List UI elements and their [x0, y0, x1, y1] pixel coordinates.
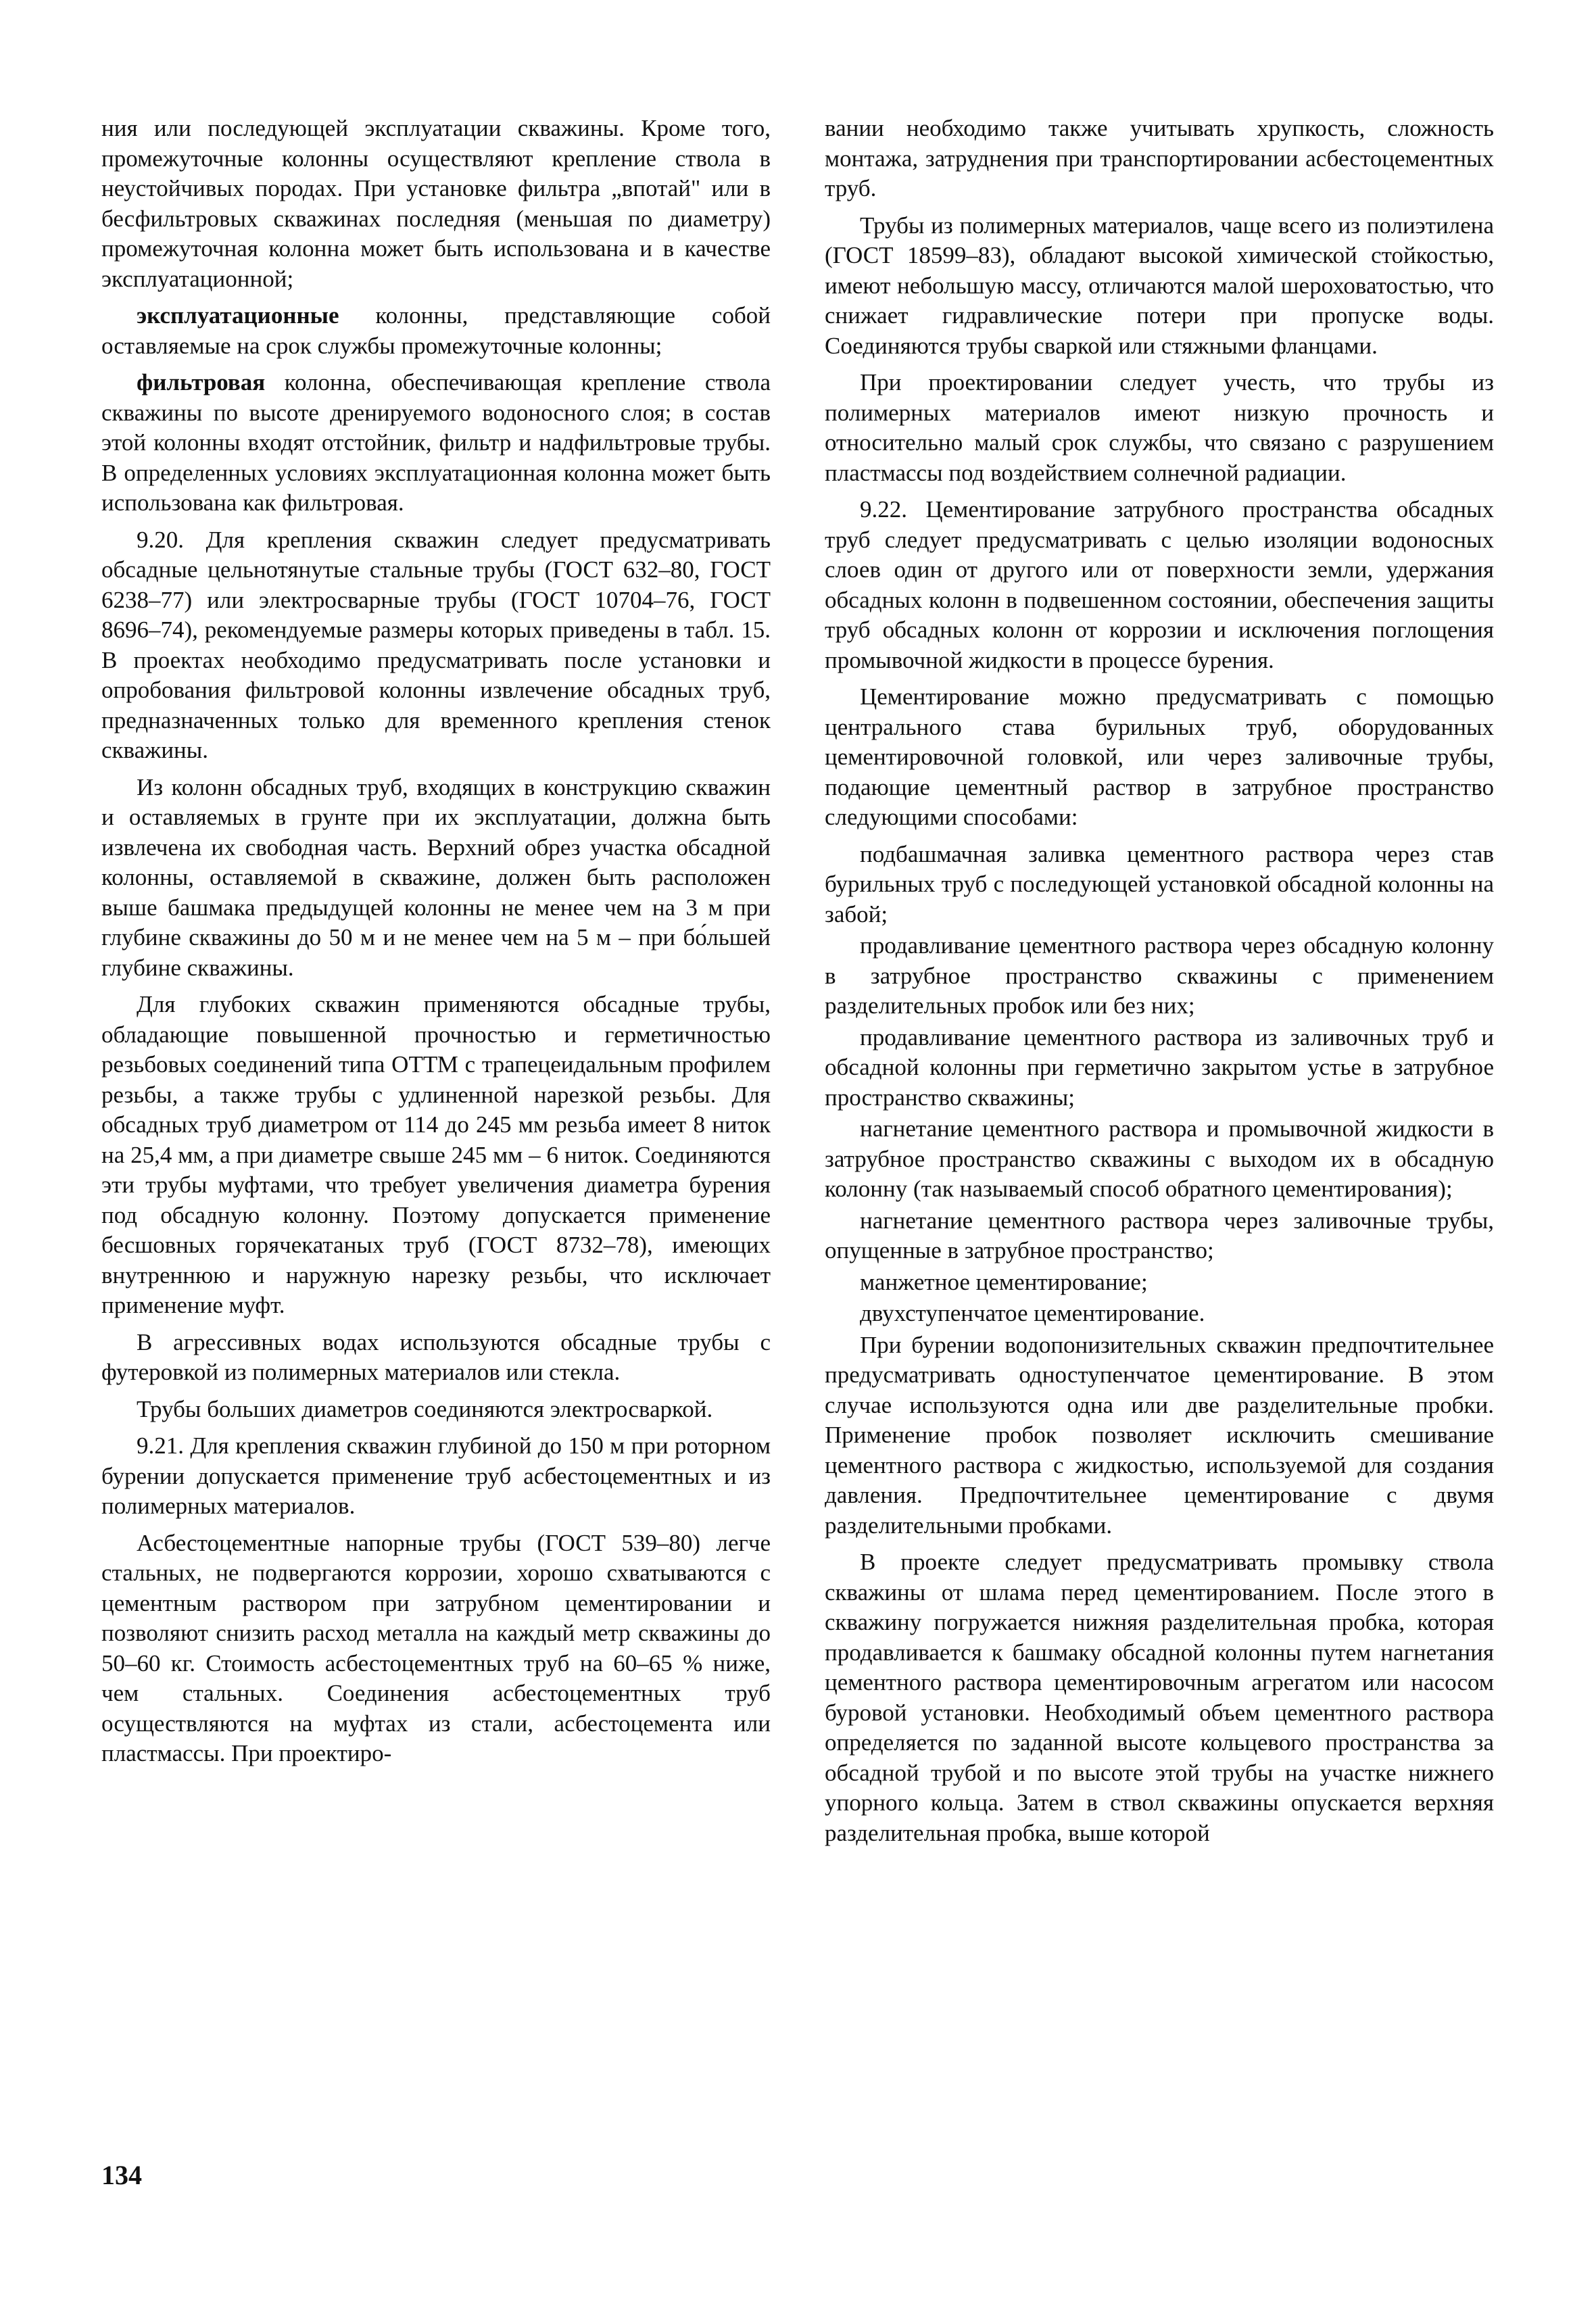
paragraph: 9.21. Для крепления скважин глубиной до 150 м при роторном бурении допускается применение труб асбестоцементных и из полимерных материалов.: [101, 1432, 771, 1519]
paragraph: Трубы больших диаметров соединяются электросваркой.: [137, 1395, 713, 1422]
paragraph: вании необходимо также учитывать хрупкость, сложность монтажа, затруднения при транспортировании асбестоцементных труб.: [825, 115, 1494, 201]
paragraph: При бурении водопонизительных скважин предпочтительнее предусматривать одноступенчатое цементирование. В этом случае используются одна или две разделительные пробки. Применение пробок позволяет исключить смешивание цементного раствора с жидкостью, используемой для создания давления. Предпочтительнее цементирование с двумя разделительными пробками.: [825, 1331, 1494, 1539]
paragraph: Цементирование можно предусматривать с помощью центрального става бурильных труб, оборудованных цементировочной головкой, или через заливочные трубы, подающие цементный раствор в затрубное пространство следующими способами:: [825, 683, 1494, 830]
list-item: подбашмачная заливка цементного раствора через став бурильных труб с последующей установкой обсадной колонны на забой;: [825, 840, 1494, 927]
bold-term: фильтровая: [137, 369, 266, 395]
list-item: продавливание цементного раствора через обсадную колонну в затрубное пространство скважины с применением разделительных пробок или без них;: [825, 932, 1494, 1019]
list-item: двухступенчатое цементирование.: [860, 1300, 1205, 1326]
right-column: [825, 114, 1494, 1855]
paragraph: Трубы из полимерных материалов, чаще всего из полиэтилена (ГОСТ 18599–83), обладают высокой химической стойкостью, имеют небольшую массу, отличаются малой шероховатостью, что снижает гидравлические потери при пропуске воды. Соединяются трубы сваркой или стяжными фланцами.: [825, 212, 1494, 359]
paragraph: Из колонн обсадных труб, входящих в конструкцию скважин и оставляемых в грунте при их эксплуатации, должна быть извлечена их свободная часть. Верхний обрез участка обсадной колонны, оставляемой в скважине, должен быть расположен выше башмака предыдущей колонны не менее чем на 3 м при глубине скважины до 50 м и не менее чем на 5 м – при бо́льшей глубине скважины.: [101, 773, 771, 981]
list-item: продавливание цементного раствора из заливочных труб и обсадной колонны при герметично закрытом устье в затрубное пространство скважины;: [825, 1023, 1494, 1111]
paragraph: ния или последующей эксплуатации скважины. Кроме того, промежуточные колонны осуществляют крепление ствола в неустойчивых породах. При установке фильтра „впотай" или в бесфильтровых скважинах последняя (меньшая по диаметру) промежуточная колонна может быть использована и в качестве эксплуатационной;: [101, 115, 771, 292]
paragraph: [101, 368, 771, 518]
paragraph-text: колонна, обеспечивающая крепление ствола скважины по высоте дренируемого водоносного слоя; в состав этой колонны входят отстойник, фильтр и надфильтровые трубы. В определенных условиях эксплуатационная колонна может быть использована как фильтровая.: [101, 369, 771, 516]
paragraph-text: колонны, представляющие собой оставляемые на срок службы промежуточные колонны;: [101, 302, 771, 359]
list-item: манжетное цементирование;: [860, 1268, 1148, 1295]
paragraph: В проекте следует предусматривать промывку ствола скважины от шлама перед цементированием. После этого в скважину погружается нижняя разделительная пробка, которая продавливается к башмаку обсадной колонны путем нагнетания цементного раствора цементировочным агрегатом или насосом буровой установки. Необходимый объем цементного раствора определяется по заданной высоте кольцевого пространства за обсадной трубой и по высоте этой трубы на участке нижнего упорного кольца. Затем в ствол скважины опускается верхняя разделительная пробка, выше которой: [825, 1549, 1494, 1846]
list-item: нагнетание цементного раствора и промывочной жидкости в затрубное пространство скважины с выходом их в обсадную колонну (так называемый способ обратного цементирования);: [825, 1115, 1494, 1202]
paragraph: [101, 301, 771, 361]
paragraph: При проектировании следует учесть, что трубы из полимерных материалов имеют низкую прочность и относительно малый срок службы, что связано с разрушением пластмассы под воздействием солнечной радиации.: [825, 369, 1494, 486]
page-number: 134: [101, 2160, 142, 2190]
paragraph: Для глубоких скважин применяются обсадные трубы, обладающие повышенной прочностью и герметичностью резьбовых соединений типа ОТТМ с трапецеидальным профилем резьбы, а также трубы с удлиненной нарезкой резьбы. Для обсадных труб диаметром от 114 до 245 мм резьба имеет 8 ниток на 25,4 мм, а при диаметре свыше 245 мм – 6 ниток. Соединяются эти трубы муфтами, что требует увеличения диаметра бурения под обсадную колонну. Поэтому допускается применение бесшовных горячекатаных труб (ГОСТ 8732–78), имеющих внутреннюю и наружную нарезку резьбы, что исключает применение муфт.: [101, 991, 771, 1318]
paragraph: В агрессивных водах используются обсадные трубы с футеровкой из полимерных материалов или стекла.: [101, 1328, 771, 1385]
left-column: [101, 114, 771, 1776]
paragraph: 9.22. Цементирование затрубного пространства обсадных труб следует предусматривать с целью изоляции водоносных слоев один от другого или от поверхности земли, удержания обсадных колонн в подвешенном состоянии, обеспечения защиты труб обсадных колонн от коррозии и исключения поглощения промывочной жидкости в процессе бурения.: [825, 496, 1494, 673]
paragraph: Асбестоцементные напорные трубы (ГОСТ 539–80) легче стальных, не подвергаются коррозии, хорошо схватываются с цементным раствором при затрубном цементировании и позволяют снизить расход металла на каждый метр скважины до 50–60 кг. Стоимость асбестоцементных труб на 60–65 % ниже, чем стальных. Соединения асбестоцементных труб осуществляются на муфтах из стали, асбестоцемента или пластмассы. При проектиро-: [101, 1529, 771, 1766]
list-item: нагнетание цементного раствора через заливочные трубы, опущенные в затрубное пространство;: [825, 1207, 1494, 1263]
paragraph: 9.20. Для крепления скважин следует предусматривать обсадные цельнотянутые стальные трубы (ГОСТ 632–80, ГОСТ 6238–77) или электросварные трубы (ГОСТ 10704–76, ГОСТ 8696–74), рекомендуемые размеры которых приведены в табл. 15. В проектах необходимо предусматривать после установки и опробования фильтровой колонны извлечение обсадных труб, предназначенных только для временного крепления стенок скважины.: [101, 526, 771, 763]
bold-term: эксплуатационные: [137, 302, 339, 329]
